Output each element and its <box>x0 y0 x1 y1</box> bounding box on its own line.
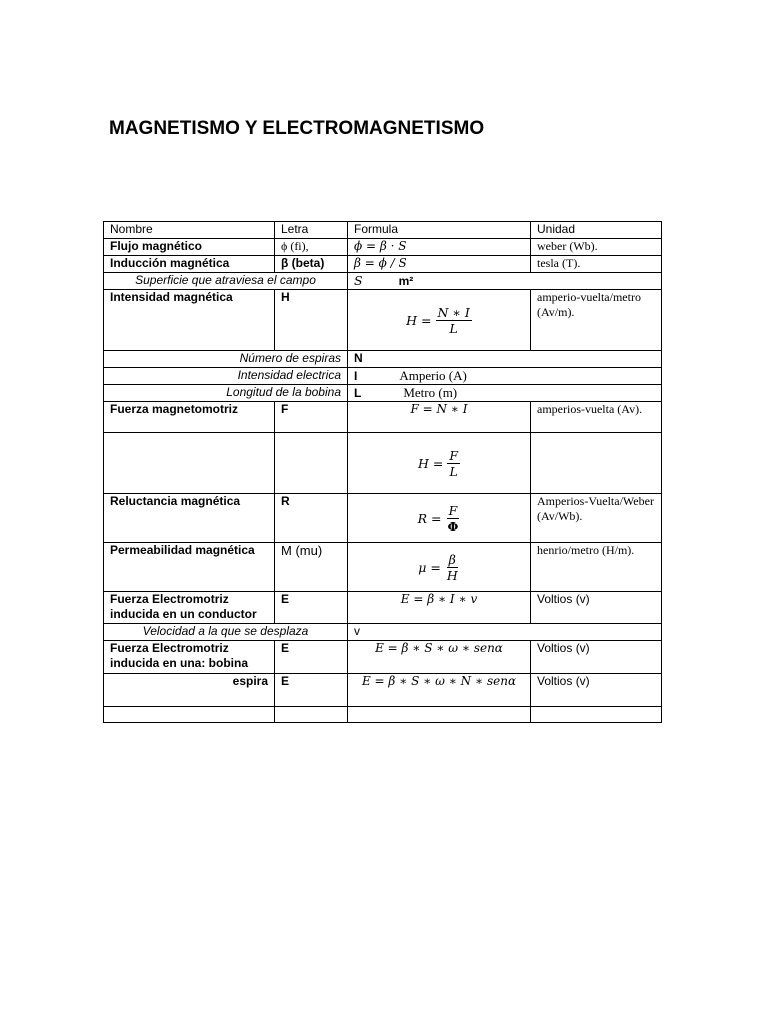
row-name: espira <box>104 674 275 707</box>
row-letter: v <box>348 624 662 641</box>
table-row <box>104 494 662 543</box>
empty-cell <box>104 707 275 723</box>
row-letter: H <box>275 290 348 351</box>
table-row <box>104 273 662 290</box>
row-unit: Amperio (A) <box>399 368 467 383</box>
formula-denominator: L <box>449 463 458 479</box>
row-letter: ϕ (fi), <box>275 239 348 256</box>
page-title: MAGNETISMO Y ELECTROMAGNETISMO <box>109 118 485 139</box>
header-unidad: Unidad <box>531 222 662 239</box>
row-letter: S <box>354 273 363 288</box>
formula-numerator: F <box>448 502 458 518</box>
row-name: Fuerza magnetomotriz <box>104 402 275 433</box>
formula-lhs: H = <box>417 455 444 471</box>
row-name: Intensidad magnética <box>104 290 275 351</box>
row-name: Reluctancia magnética <box>104 494 275 543</box>
row-formula: ϕ = β · S <box>348 239 531 256</box>
row-name: Permeabilidad magnética <box>104 543 275 592</box>
row-unit: amperio-vuelta/metro (Av/m). <box>531 290 662 351</box>
row-subvalue <box>348 368 662 385</box>
table-row <box>104 433 662 494</box>
formula-denominator: L <box>449 320 458 336</box>
row-unit: Voltios (v) <box>531 592 662 624</box>
row-letter: E <box>275 592 348 624</box>
formula-denominator: Φ <box>447 518 459 534</box>
row-unit: Amperios-Vuelta/Weber (Av/Wb). <box>531 494 662 543</box>
row-formula <box>348 290 531 351</box>
table-row <box>104 674 662 707</box>
row-formula: β = ϕ / S <box>348 256 531 273</box>
formula-lhs: R = <box>417 510 442 526</box>
row-formula <box>348 494 531 543</box>
row-name: Inducción magnética <box>104 256 275 273</box>
table-row <box>104 385 662 402</box>
row-unit: tesla (T). <box>531 256 662 273</box>
formula-numerator: F <box>449 447 459 463</box>
row-unit: Metro (m) <box>403 385 458 400</box>
formula-lhs: H = <box>406 312 432 328</box>
table-row <box>104 402 662 433</box>
row-name-empty <box>104 433 275 494</box>
row-formula: F = N ∗ I <box>348 402 531 433</box>
row-subvalue <box>348 273 662 290</box>
table-row-empty <box>104 707 662 723</box>
row-formula <box>348 433 531 494</box>
row-unit: m² <box>398 274 414 288</box>
row-letter: M (mu) <box>275 543 348 592</box>
table-row <box>104 239 662 256</box>
row-sublabel: Intensidad electrica <box>104 368 348 385</box>
table-row <box>104 368 662 385</box>
table-row <box>104 641 662 674</box>
formula-numerator: β <box>448 551 456 567</box>
empty-cell <box>531 707 662 723</box>
table-row <box>104 624 662 641</box>
formula-numerator: N ∗ I <box>437 304 470 320</box>
row-formula: E = β ∗ S ∗ ω ∗ senα <box>348 641 531 674</box>
row-unit: Voltios (v) <box>531 674 662 707</box>
row-name: Fuerza Electromotriz inducida en una: bobina <box>104 641 275 674</box>
row-unit-empty <box>531 433 662 494</box>
row-unit: amperios-vuelta (Av). <box>531 402 662 433</box>
row-formula <box>348 543 531 592</box>
row-letter: E <box>275 674 348 707</box>
row-sublabel: Número de espiras <box>104 351 348 368</box>
row-name: Fuerza Electromotriz inducida en un conductor <box>104 592 275 624</box>
header-nombre: Nombre <box>104 222 275 239</box>
row-sublabel: Superficie que atraviesa el campo <box>104 273 348 290</box>
table-row <box>104 543 662 592</box>
row-letter: N <box>348 351 662 368</box>
row-letter: E <box>275 641 348 674</box>
header-formula: Formula <box>348 222 531 239</box>
header-letra: Letra <box>275 222 348 239</box>
table-row <box>104 592 662 624</box>
table-row <box>104 290 662 351</box>
row-formula: E = β ∗ S ∗ ω ∗ N ∗ senα <box>348 674 531 707</box>
row-letter: β (beta) <box>275 256 348 273</box>
row-formula: E = β ∗ I ∗ v <box>348 592 531 624</box>
row-name: Flujo magnético <box>104 239 275 256</box>
row-subvalue <box>348 385 662 402</box>
row-unit: Voltios (v) <box>531 641 662 674</box>
table-row <box>104 351 662 368</box>
row-unit: weber (Wb). <box>531 239 662 256</box>
formula-lhs: μ = <box>418 559 441 575</box>
row-letter: F <box>275 402 348 433</box>
row-sublabel: Longitud de la bobina <box>104 385 348 402</box>
formula-table <box>103 221 662 723</box>
row-letter-empty <box>275 433 348 494</box>
table-row <box>104 256 662 273</box>
row-letter: I <box>354 369 358 383</box>
empty-cell <box>348 707 531 723</box>
empty-cell <box>275 707 348 723</box>
row-unit: henrio/metro (H/m). <box>531 543 662 592</box>
row-sublabel: Velocidad a la que se desplaza <box>104 624 348 641</box>
row-letter: R <box>275 494 348 543</box>
formula-denominator: H <box>446 567 458 583</box>
table-header-row <box>104 222 662 239</box>
row-letter: L <box>354 386 362 400</box>
